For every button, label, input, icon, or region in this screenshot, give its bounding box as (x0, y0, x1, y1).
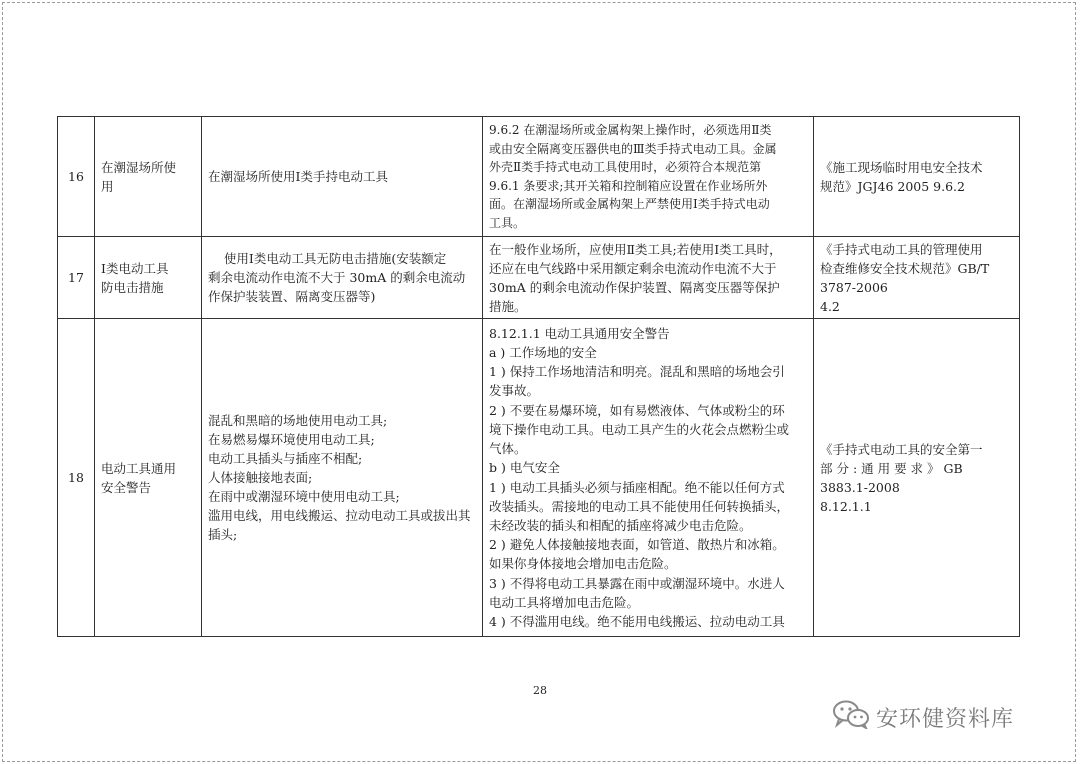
safety-requirement: 在一般作业场所，应使用Ⅱ类工具;若使用Ⅰ类工具时， 还应在电气线路中采用额定剩余电流动作电流不大于 30mA 的剩余电流动作保护装置、隔离变压器等保护 措施。 (483, 237, 814, 319)
regulation-basis: 《手持式电动工具的管理使用 检查维修安全技术规范》GB/T 3787-2006 4.2 (814, 237, 1020, 319)
wechat-icon (832, 699, 870, 735)
regulation-basis: 《施工现场临时用电安全技术 规范》JGJ46 2005 9.6.2 (814, 117, 1020, 237)
hazard-table (57, 116, 1020, 637)
hazard-item: Ⅰ类电动工具 防电击措施 (95, 237, 202, 319)
page-number: 28 (533, 684, 547, 697)
watermark-text: 安环健资料库 (876, 706, 1015, 732)
row-number: 18 (58, 319, 95, 637)
safety-requirement: 8.12.1.1 电动工具通用安全警告 a ) 工作场地的安全 1 ) 保持工作场地清洁和明亮。混乱和黑暗的场地会引 发事故。 2 ) 不要在易爆环境，如有易燃液体、气体或粉尘的环 境下操作电动工具。电动工具产生的火花会点燃粉尘或 气体。 b ) 电气安全 1 ) 电动工具插头必须与插座相配。绝不能以任何方式 改装插头。需接地的电动工具不能使用任何转换插头， 未经改装的插头和相配的插座将减少电击危险。 2 ) 避免人体接触接地表面，如管道、散热片和冰箱。 如果你身体接地会增加电击危险。 3 ) 不得将电动工具暴露在雨中或潮湿环境中。水进人 电动工具将增加电击危险。 4 ) 不得滥用电线。绝不能用电线搬运、拉动电动工具 (483, 319, 814, 637)
row-number: 17 (58, 237, 95, 319)
watermark (832, 700, 1014, 734)
table-row (58, 319, 1020, 637)
hazard-item: 电动工具通用 安全警告 (95, 319, 202, 637)
hazard-description: 在潮湿场所使用Ⅰ类手持电动工具 (202, 117, 483, 237)
hazard-description: 混乱和黑暗的场地使用电动工具; 在易燃易爆环境使用电动工具; 电动工具插头与插座不相配; 人体接触接地表面; 在雨中或潮湿环境中使用电动工具; 滥用电线，用电线搬运、拉动电动工具或拔出其 插头; (202, 319, 483, 637)
table-row (58, 117, 1020, 237)
regulation-basis: 《手持式电动工具的安全第一 部 分 : 通 用 要 求 》 GB 3883.1-2008 8.12.1.1 (814, 319, 1020, 637)
table-row (58, 237, 1020, 319)
hazard-item: 在潮湿场所使 用 (95, 117, 202, 237)
hazard-description: 使用Ⅰ类电动工具无防电击措施(安装额定 剩余电流动作电流不大于 30mA 的剩余电流动 作保护装装置、隔离变压器等) (202, 237, 483, 319)
row-number: 16 (58, 117, 95, 237)
safety-requirement: 9.6.2 在潮湿场所或金属构架上操作时，必须选用Ⅱ类 或由安全隔离变压器供电的Ⅲ类手持式电动工具。金属 外壳Ⅱ类手持式电动工具使用时，必须符合本规范第 9.6.1 条要求;其开关箱和控制箱应设置在作业场所外 面。在潮湿场所或金属构架上严禁使用Ⅰ类手持式电动 工具。 (483, 117, 814, 237)
